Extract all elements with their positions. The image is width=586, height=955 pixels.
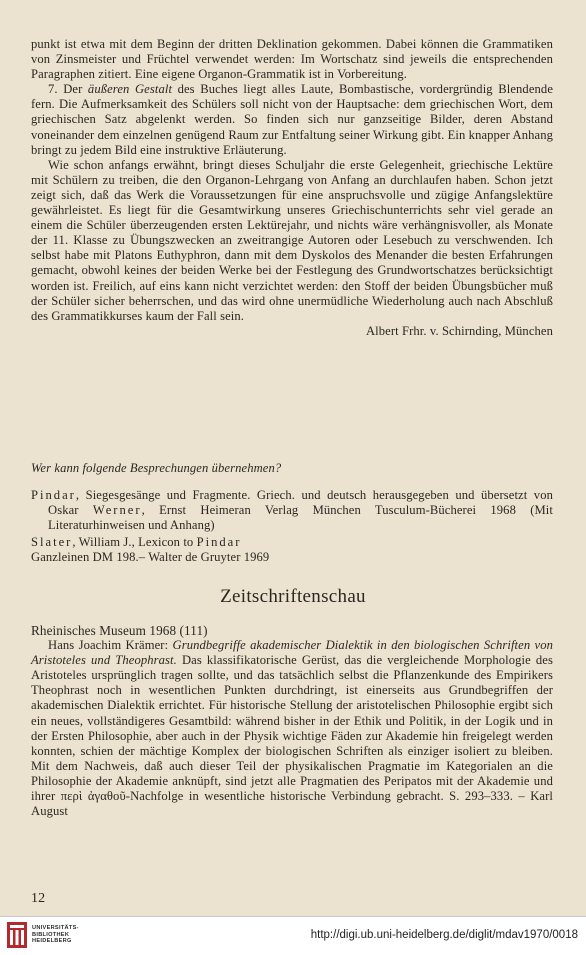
paragraph-reading: Wie schon anfangs erwähnt, bringt dieses Schuljahr die erste Gelegenheit, griechische Lektüre mit Schülern zu treiben, die den Organon-Lehrgang von Anfang an durchlaufen haben. Schon jetzt zeigt sich, daß das Werk die Voraussetzungen für eine anspruchsvolle und zügige Anfangslektüre gewährleistet. Es liegt für die Gesamtwirkung unseres Griechischunterrichts sehr viel gerade an einem die Schüler überzeugenden ersten Lektürejahr, und nichts wäre verhängnisvoller, als Monate der 11. Klasse zu Übungszwecken an zweitrangige Autoren oder Lesebuch zu verschwenden. Ich selbst habe mit Platons Euthyphron, dann mit dem Dyskolos des Menander die besten Erfahrungen gemacht, obwohl keines der beiden Werke bei der Festlegung des Grundwortschatzes berücksichtigt worden ist. Freilich, auf eins kann nicht verzichtet werden: den Stoff der beiden Übungsbücher muß der Schüler sicher beherrschen, und das wird ohne unermüdliche Wiederholung auch nach Abschluß des Grammatikkurses kaum der Fall sein. <box>31 157 553 323</box>
library-logo[interactable] <box>6 921 79 949</box>
paragraph-appearance <box>31 82 553 157</box>
review-text: , Siegesgesänge und Fragmente. Griech. und deutsch herausgegeben und übersetzt von Oskar <box>48 488 553 518</box>
logo-line: UNIVERSITÄTS- <box>32 925 79 932</box>
review-item-slater <box>31 535 553 565</box>
author-name: Slater <box>31 535 73 549</box>
abstract-body: Das klassifikatorische Gerüst, das die vergleichende Morphologie des Aristoteles ursprünglich tragen sollte, und das tatsächlich selbst die Pflanzenkunde des Empirikers Theophrast noch in wesentlichen Punkten durchdringt, ist einerseits aus Grundbegriffen der akademischen Dialektik errichtet. Für historische Stellung der aristotelischen Philosophie ergibt sich ein neues, vollständigeres Gesamtbild: während bisher in der Ethik und Politik, in der Logik und in der Ersten Philosophie, aber auch in der Physik wichtige Fäden zur Akademie hin freigelegt werden konnten, schien der mächtige Komplex der biologischen Schriften als einziger isoliert zu bleiben. Mit dem Nachweis, daß auch dieser Teil der physikalischen Pragmatie im Kategorialen an die Philosophie der Akademie anknüpft, sind jetzt alle Pragmatien des Peripatos mit der Akademie und ihrer περὶ ἀγαθοῦ-Nachfolge in wesentliche historische Verbindung gebracht. S. 293–333. – Karl August <box>31 653 553 819</box>
journal-heading: Rheinisches Museum 1968 (111) <box>31 623 208 638</box>
section-title: Zeitschriftenschau <box>220 586 366 607</box>
journal-abstract <box>31 638 553 819</box>
subject-name: Pindar <box>196 535 242 549</box>
review-request-section <box>31 461 553 476</box>
emphasis-text: äußeren Gestalt <box>87 82 173 97</box>
publication-info: Ganzleinen DM 198.– Walter de Gruyter 1969 <box>31 550 270 565</box>
article-continuation <box>31 37 553 339</box>
review-text: , William J., Lexicon to <box>72 535 197 549</box>
page-number: 12 <box>31 891 46 906</box>
footer-bar <box>0 916 586 955</box>
journal-review-section <box>31 623 553 819</box>
abstract-author: Hans Joachim Krämer: <box>48 638 173 653</box>
author-signature: Albert Frhr. v. Schirnding, München <box>365 323 553 338</box>
source-url-link[interactable]: http://digi.ub.uni-heidelberg.de/diglit/mdav1970/0018 <box>310 929 578 941</box>
paragraph-text: des Buches liegt alles Laute, Bombastische, vordergründig Blendende fern. Die Aufmerksamkeit des Schülers soll nicht von der Hauptsache: dem griechischen Wort, dem griechischen Satz abgelenkt werden. So finden sich nur ganzseitige Bilder, deren Abstand voneinander dem einzelnen genügend Raum zur Entfaltung seiner Wirkung gibt. Ein knapper Anhang bringt zu jedem Bild eine instruktive Erläuterung. <box>31 82 554 157</box>
review-request-heading: Wer kann folgende Besprechungen übernehmen? <box>31 461 282 475</box>
library-name <box>32 925 79 944</box>
abstract-title: Grundbegriffe akademischer Dialektik in den biologischen Schriften von Aristoteles und Theophrast. <box>31 638 554 668</box>
logo-line: BIBLIOTHEK <box>32 931 70 938</box>
logo-line: HEIDELBERG <box>32 938 72 945</box>
review-item-pindar <box>31 488 553 533</box>
university-seal-icon <box>6 921 28 949</box>
author-name: Pindar <box>31 488 76 502</box>
paragraph-grammar: punkt ist etwa mit dem Beginn der dritten Deklination gekommen. Dabei können die Grammatiken von Zinsmeister und Früchtel verwendet werden: Im Wortschatz sind jeweils die entsprechenden Paragraphen zitiert. Eine eigene Organon-Grammatik ist in Vorbereitung. <box>31 37 553 82</box>
translator-name: Werner <box>92 503 142 518</box>
paragraph-text: 7. Der <box>48 82 88 97</box>
review-text: , Ernst Heimeran Verlag München Tusculum-Bücherei 1968 (Mit Literaturhinweisen und Anhang) <box>48 503 553 533</box>
